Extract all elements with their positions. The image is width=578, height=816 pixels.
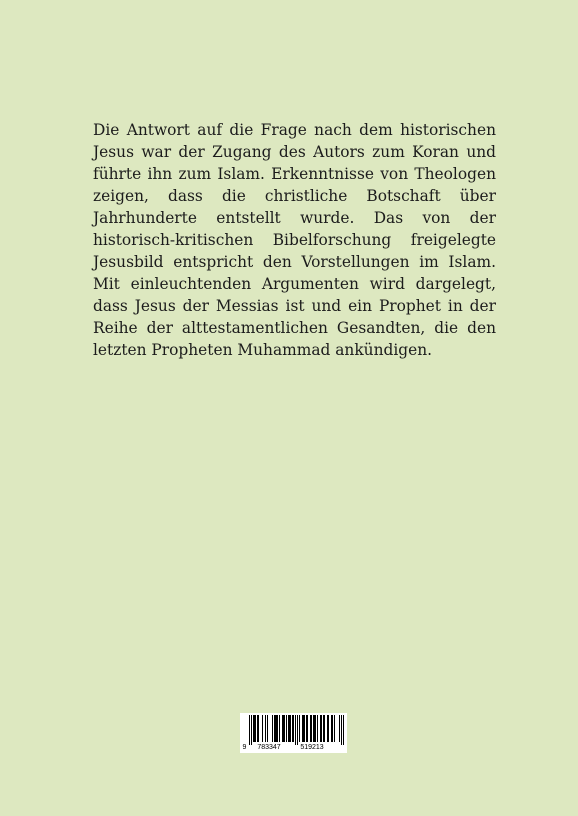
barcode-bar — [339, 715, 340, 742]
barcode-bar — [276, 715, 277, 742]
barcode-bar — [282, 715, 283, 742]
back-cover-blurb: Die Antwort auf die Frage nach dem historischen Jesus war der Zugang des Autors zum Koran und führte ihn zum Islam. Erkenntnisse von Theologen zeigen, dass die christliche Botschaft über Jahrhunderte entstellt wurde. Das von der historisch-kritischen Bibelforschung freigelegte Jesusbild entspricht den Vorstellungen im Islam. Mit einleuchtenden Argumenten wird dargelegt, dass Jesus der Messias ist und ein Prophet in der Reihe der alttestamentlichen Gesandten, die den letzten Propheten Muhammad ankündigen. — [93, 121, 496, 359]
barcode-bar — [311, 715, 312, 742]
barcode-bar — [289, 715, 290, 742]
barcode-bar — [307, 715, 308, 742]
barcode-bar — [292, 715, 293, 742]
barcode-bar — [283, 715, 284, 742]
barcode-bar — [288, 715, 289, 742]
barcode-bar — [254, 715, 255, 742]
barcode-bar — [297, 715, 298, 745]
barcode-bar — [327, 715, 328, 742]
barcode-bars — [249, 715, 344, 745]
barcode-bar — [290, 715, 291, 742]
barcode-bar — [306, 715, 307, 742]
barcode-bar — [341, 715, 342, 745]
barcode-right-digits: 519213 — [300, 744, 324, 751]
barcode-bar — [321, 715, 322, 742]
barcode-bar — [255, 715, 256, 742]
barcode-graphic — [240, 713, 347, 753]
barcode-bar — [284, 715, 285, 742]
barcode-bar — [331, 715, 332, 742]
barcode-bar — [257, 715, 258, 742]
barcode-bar — [302, 715, 303, 742]
barcode-bar — [267, 715, 268, 742]
barcode-bar — [315, 715, 316, 742]
barcode-bar — [272, 715, 273, 742]
barcode-bar — [262, 715, 263, 742]
barcode-left-digits: 783347 — [257, 744, 281, 751]
barcode-bar — [277, 715, 278, 742]
barcode-bar — [265, 715, 266, 742]
isbn-barcode — [240, 713, 347, 753]
barcode-bar — [279, 715, 280, 742]
barcode-bar — [299, 715, 300, 742]
barcode-bar — [343, 715, 344, 745]
barcode-bar — [332, 715, 333, 742]
barcode-bar — [310, 715, 311, 742]
barcode-bar — [320, 715, 321, 742]
barcode-bar — [334, 715, 335, 742]
barcode-bar — [258, 715, 259, 742]
barcode-bar — [303, 715, 304, 742]
barcode-bar — [251, 715, 252, 745]
barcode-bar — [314, 715, 315, 742]
barcode-bar — [324, 715, 325, 742]
barcode-bar — [328, 715, 329, 742]
barcode-lead-digit: 9 — [242, 744, 247, 751]
barcode-bar — [317, 715, 318, 742]
barcode-bar — [275, 715, 276, 742]
barcode-bar — [313, 715, 314, 742]
barcode-bar — [304, 715, 305, 742]
barcode-bar — [274, 715, 275, 742]
barcode-bar — [286, 715, 287, 742]
barcode-bar — [323, 715, 324, 742]
barcode-bar — [249, 715, 250, 745]
barcode-bar — [295, 715, 296, 745]
barcode-bar — [253, 715, 254, 742]
barcode-bar — [293, 715, 294, 742]
